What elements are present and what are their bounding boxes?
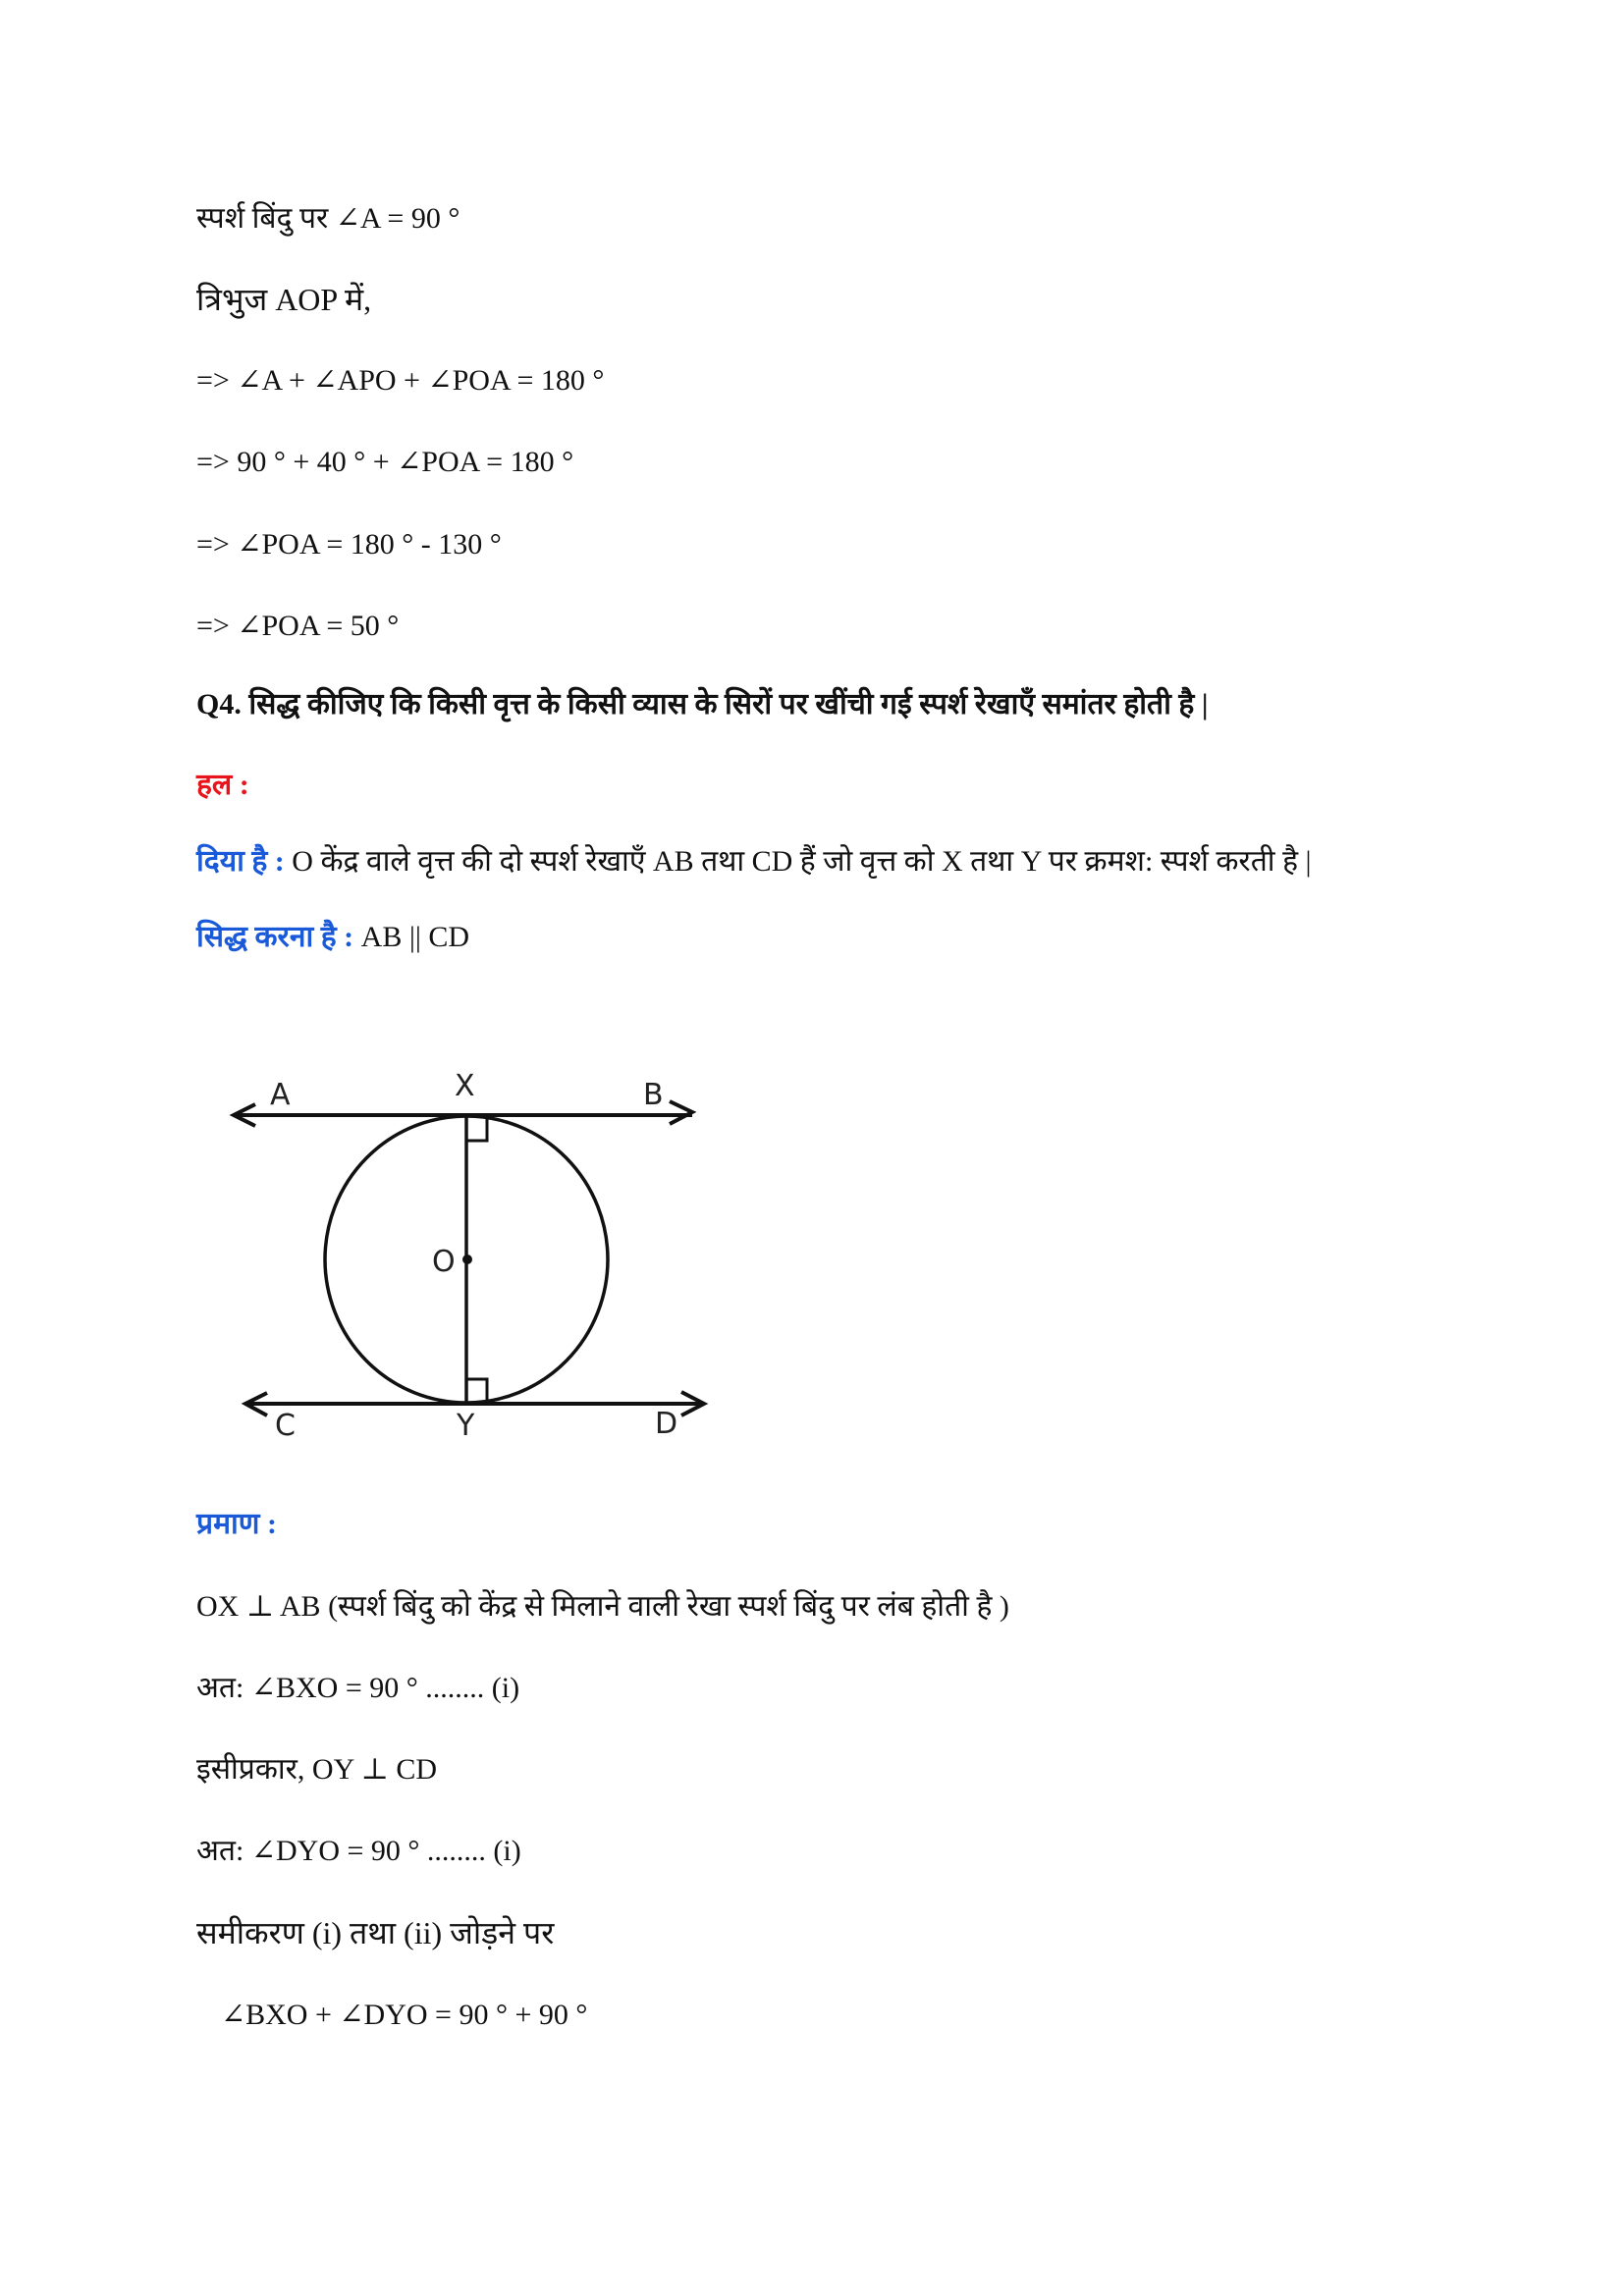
- question-title: [196, 685, 1208, 724]
- to-prove-statement: [196, 918, 469, 957]
- arrow-b-icon: [670, 1101, 692, 1124]
- given-statement: [196, 842, 1312, 881]
- to-prove-text: AB || CD: [360, 921, 470, 953]
- equation-step-1: => ∠A + ∠APO + ∠POA = 180 °: [196, 364, 605, 397]
- equation-step-3: => ∠POA = 180 ° - 130 °: [196, 528, 502, 561]
- label-c: C: [275, 1409, 296, 1443]
- equation-step-4: => ∠POA = 50 °: [196, 610, 400, 642]
- right-angle-x-icon: [466, 1117, 487, 1141]
- tangent-point-angle-line: स्पर्श बिंदु पर ∠A = 90 °: [196, 202, 460, 235]
- proof-line-add-equations: समीकरण (i) तथा (ii) जोड़ने पर: [196, 1915, 555, 1950]
- proof-line-ox-perp-ab: OX ⊥ AB (स्पर्श बिंदु को केंद्र से मिलाने वाली रेखा स्पर्श बिंदु पर लंब होती है ): [196, 1590, 1009, 1623]
- question-number: Q4.: [196, 688, 242, 721]
- label-a: A: [270, 1078, 291, 1112]
- given-label: दिया है :: [196, 845, 285, 878]
- label-y: Y: [457, 1409, 475, 1443]
- label-o: O: [432, 1245, 456, 1279]
- proof-line-angle-dyo: अत: ∠DYO = 90 ° ........ (i): [196, 1835, 521, 1867]
- question-text: सिद्ध कीजिए कि किसी वृत्त के किसी व्यास के सिरों पर खींची गई स्पर्श रेखाएँ समांतर होती है |: [248, 688, 1209, 721]
- proof-line-sum-angles: ∠BXO + ∠DYO = 90 ° + 90 °: [221, 1999, 588, 2031]
- center-point-o: [462, 1255, 472, 1264]
- right-angle-y-icon: [466, 1379, 487, 1402]
- circle-tangents-figure: [216, 1050, 746, 1472]
- equation-step-2: => 90 ° + 40 ° + ∠POA = 180 °: [196, 446, 574, 478]
- label-b: B: [643, 1078, 664, 1112]
- triangle-aop-heading: त्रिभुज AOP में,: [196, 282, 372, 317]
- parallel-tangents-diagram: [216, 1050, 746, 1472]
- solution-heading: हल :: [196, 769, 249, 801]
- given-text: O केंद्र वाले वृत्त की दो स्पर्श रेखाएँ AB तथा CD हैं जो वृत्त को X तथा Y पर क्रमश: स्पर्श करती है |: [292, 845, 1312, 878]
- proof-line-angle-bxo: अत: ∠BXO = 90 ° ........ (i): [196, 1672, 520, 1704]
- proof-line-oy-perp-cd: इसीप्रकार, OY ⊥ CD: [196, 1753, 438, 1786]
- proof-heading: प्रमाण :: [196, 1508, 277, 1540]
- label-x: X: [455, 1069, 475, 1103]
- to-prove-label: सिद्ध करना है :: [196, 921, 354, 953]
- label-d: D: [655, 1407, 678, 1441]
